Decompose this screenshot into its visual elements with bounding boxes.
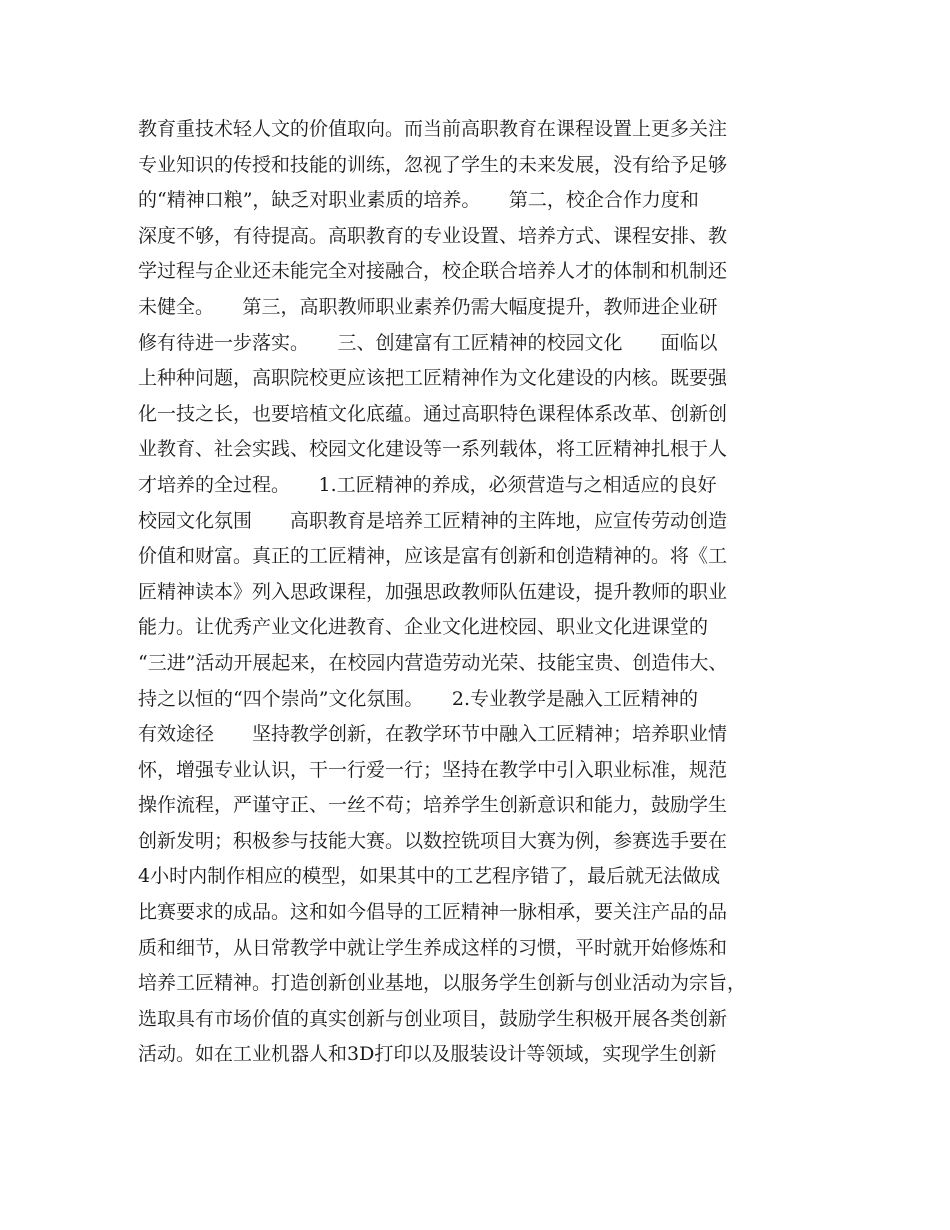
text-line: 上种种问题，高职院校更应该把工匠精神作为文化建设的内核。既要强 xyxy=(138,367,728,390)
text-line: 的“精神口粮”，缺乏对职业素质的培养。 第二，校企合作力度和 xyxy=(138,189,699,212)
body-text xyxy=(138,112,828,1073)
text-line: 学过程与企业还未能完全对接融合，校企联合培养人才的体制和机制还 xyxy=(138,260,728,283)
text-line: 教育重技术轻人文的价值取向。而当前高职教育在课程设置上更多关注 xyxy=(138,118,728,140)
text-line: 创新发明；积极参与技能大赛。以数控铣项目大赛为例，参赛选手要在 xyxy=(138,829,728,852)
text-line: 比赛要求的成品。这和如今倡导的工匠精神一脉相承，要关注产品的品 xyxy=(138,901,728,924)
text-line: 才培养的全过程。 1.工匠精神的养成，必须营造与之相适应的良好 xyxy=(138,473,717,496)
text-line: 有效途径 坚持教学创新，在教学环节中融入工匠精神；培养职业情 xyxy=(138,723,728,746)
text-line: 修有待进一步落实。 三、创建富有工匠精神的校园文化 面临以 xyxy=(138,331,718,354)
text-line: “三进”活动开展起来，在校园内营造劳动光荣、技能宝贵、创造伟大、 xyxy=(138,651,728,674)
text-line: 活动。如在工业机器人和3D打印以及服装设计等领域，实现学生创新 xyxy=(138,1043,717,1066)
text-line: 校园文化氛围 高职教育是培养工匠精神的主阵地，应宣传劳动创造 xyxy=(138,509,728,532)
text-line: 化一技之长，也要培植文化底蕴。通过高职特色课程体系改革、创新创 xyxy=(138,402,728,425)
text-line: 质和细节，从日常教学中就让学生养成这样的习惯，平时就开始修炼和 xyxy=(138,936,728,959)
text-line: 4小时内制作相应的模型，如果其中的工艺程序错了，最后就无法做成 xyxy=(138,865,721,888)
text-line: 匠精神读本》列入思政课程，加强思政教师队伍建设，提升教师的职业 xyxy=(138,580,728,603)
text-line: 培养工匠精神。打造创新创业基地，以服务学生创新与创业活动为宗旨， xyxy=(138,972,747,995)
text-line: 专业知识的传授和技能的训练，忽视了学生的未来发展，没有给予足够 xyxy=(138,153,728,176)
text-line: 持之以恒的“四个崇尚”文化氛围。 2.专业教学是融入工匠精神的 xyxy=(138,687,699,710)
text-line: 怀，增强专业认识，干一行爱一行；坚持在教学中引入职业标准，规范 xyxy=(138,758,728,781)
text-line: 价值和财富。真正的工匠精神，应该是富有创新和创造精神的。将《工 xyxy=(138,545,728,568)
text-line: 能力。让优秀产业文化进教育、企业文化进校园、职业文化进课堂的 xyxy=(138,616,709,639)
text-line: 选取具有市场价值的真实创新与创业项目，鼓励学生积极开展各类创新 xyxy=(138,1007,728,1030)
text-line: 深度不够，有待提高。高职教育的专业设置、培养方式、课程安排、教 xyxy=(138,224,728,247)
text-line: 未健全。 第三，高职教师职业素养仍需大幅度提升，教师进企业研 xyxy=(138,295,718,318)
text-line: 操作流程，严谨守正、一丝不苟；培养学生创新意识和能力，鼓励学生 xyxy=(138,794,728,817)
text-line: 业教育、社会实践、校园文化建设等一系列载体，将工匠精神扎根于人 xyxy=(138,438,728,461)
